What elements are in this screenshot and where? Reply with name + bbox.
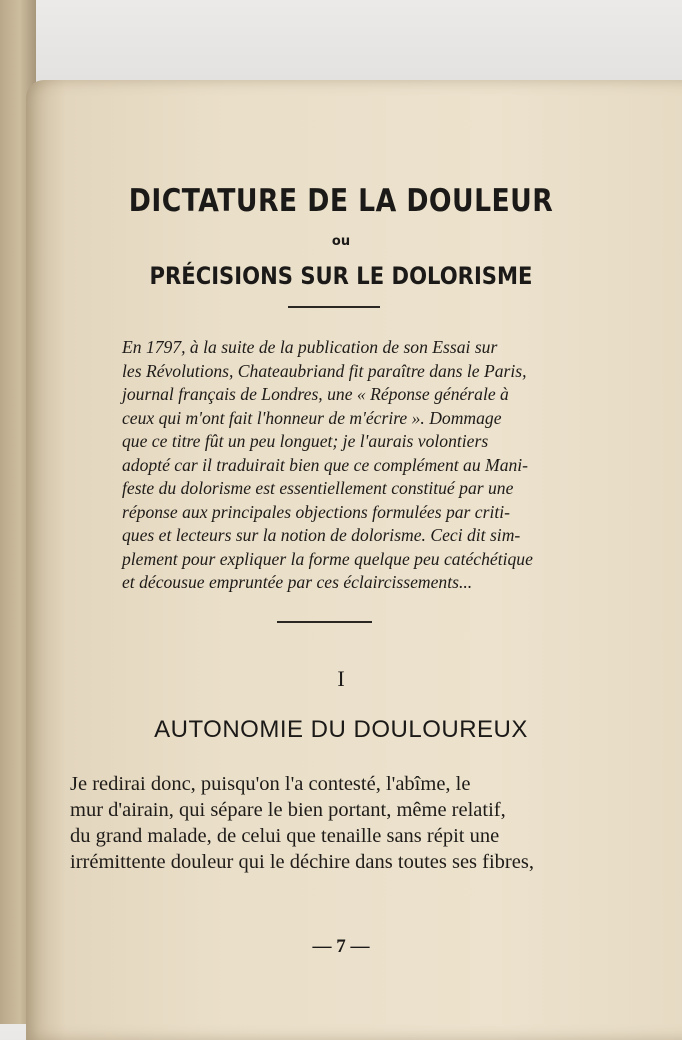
- intro-line: ques et lecteurs sur la notion de dolorisme. Ceci dit sim-: [122, 525, 521, 545]
- intro-line: journal français de Londres, une « Réponse générale à: [122, 384, 509, 404]
- intro-line: et décousue empruntée par ces éclaircissements...: [122, 572, 473, 592]
- body-line: Je redirai donc, puisqu'on l'a contesté, l'abîme, le: [70, 773, 471, 795]
- intro-paragraph: [122, 336, 577, 595]
- intro-line: que ce titre fût un peu longuet; je l'aurais volontiers: [122, 431, 489, 451]
- intro-line: feste du dolorisme est essentiellement constitué par une: [122, 478, 514, 498]
- chapter-subtitle: PRÉCISIONS SUR LE DOLORISME: [149, 262, 533, 290]
- intro-line: adopté car il traduirait bien que ce complément au Mani-: [122, 454, 529, 475]
- section-heading: AUTONOMIE DU DOULOUREUX: [154, 716, 528, 743]
- intro-line: réponse aux principales objections formulées par criti-: [122, 501, 510, 522]
- section-numeral: I: [337, 666, 345, 691]
- section-divider: [277, 621, 372, 623]
- title-rule: [288, 306, 380, 308]
- intro-line: plement pour expliquer la forme quelque peu catéchétique: [122, 548, 533, 569]
- page-number: — 7 —: [312, 936, 370, 957]
- chapter-title: DICTATURE DE LA DOULEUR: [128, 183, 554, 219]
- intro-line: En 1797, à la suite de la publication de son Essai sur: [122, 337, 498, 357]
- intro-line: ceux qui m'ont fait l'honneur de m'écrire ». Dommage: [122, 407, 502, 428]
- intro-line: les Révolutions, Chateaubriand fit paraître dans le Paris,: [122, 360, 527, 381]
- title-connector: ou: [331, 234, 351, 249]
- body-line: irrémittente douleur qui le déchire dans toutes ses fibres,: [70, 851, 534, 873]
- body-line: du grand malade, de celui que tenaille sans répit une: [70, 825, 500, 847]
- body-line: mur d'airain, qui sépare le bien portant, même relatif,: [70, 799, 506, 821]
- body-paragraph: [70, 771, 585, 875]
